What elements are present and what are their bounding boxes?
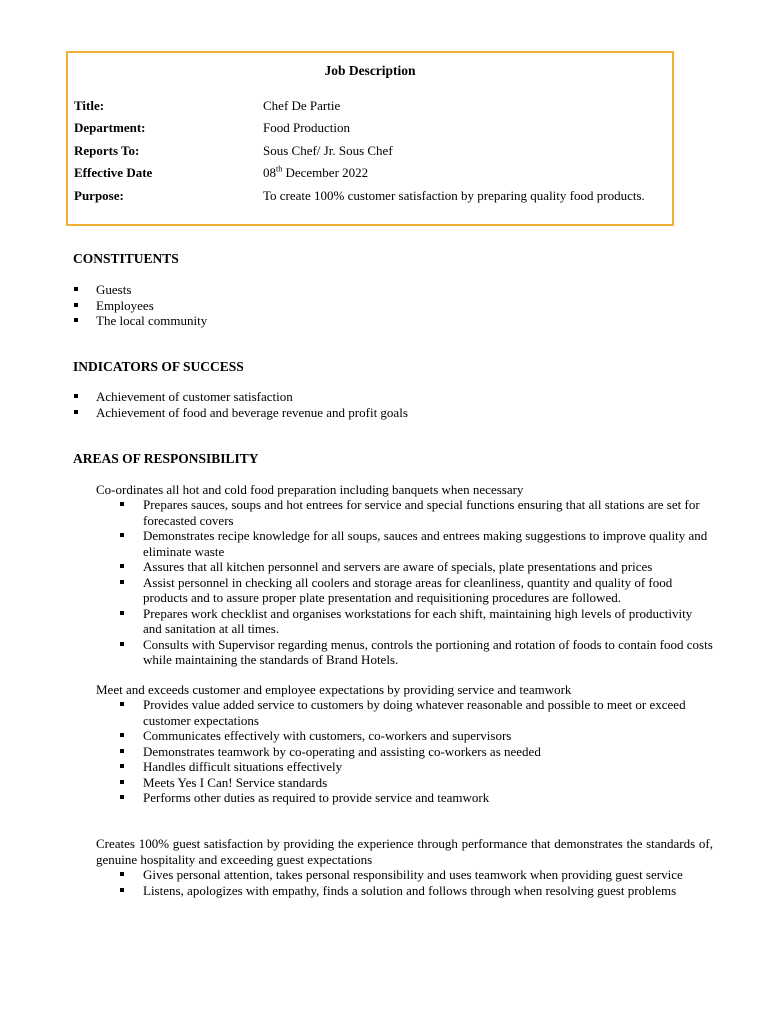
list-item: Demonstrates teamwork by co-operating and assisting co-workers as needed xyxy=(119,744,713,760)
reports-to-label: Reports To: xyxy=(74,143,140,158)
list-item: Handles difficult situations effectively xyxy=(119,759,713,775)
constituents-list xyxy=(73,282,207,329)
list-item: Consults with Supervisor regarding menus, controls the portioning and rotation of foods to contain food costs while maintaining the standards of Brand Hotels. xyxy=(119,637,713,668)
list-item: Achievement of customer satisfaction xyxy=(73,389,408,405)
department-value: Food Production xyxy=(263,120,351,135)
list-item: Assures that all kitchen personnel and servers are aware of specials, plate presentations and prices xyxy=(119,559,713,575)
box-title: Job Description xyxy=(324,63,416,78)
purpose-value: To create 100% customer satisfaction by preparing quality food products. xyxy=(263,188,645,203)
title-value: Chef De Partie xyxy=(263,98,341,113)
list-item: Performs other duties as required to provide service and teamwork xyxy=(119,790,713,806)
indicators-list xyxy=(73,389,408,420)
list-item: Assist personnel in checking all coolers and storage areas for cleanliness, quantity and quality of food products and to assure proper plate presentation and requisitioning procedures are followed. xyxy=(119,575,713,606)
indicators-heading: INDICATORS OF SUCCESS xyxy=(73,359,244,374)
list-item: Employees xyxy=(73,298,207,314)
constituents-heading: CONSTITUENTS xyxy=(73,251,179,266)
list-item: Achievement of food and beverage revenue and profit goals xyxy=(73,405,408,421)
effective-date-label: Effective Date xyxy=(74,165,153,180)
list-item: Prepares sauces, soups and hot entrees for service and special functions ensuring that all stations are set for forecasted covers xyxy=(119,497,713,528)
list-item: Gives personal attention, takes personal responsibility and uses teamwork when providing guest service xyxy=(119,867,713,883)
section-3-intro: Creates 100% guest satisfaction by providing the experience through performance that demonstrates the standards of, genuine hospitality and exceeding guest expectations xyxy=(96,836,713,867)
areas-heading: AREAS OF RESPONSIBILITY xyxy=(73,451,259,466)
section-1-intro: Co-ordinates all hot and cold food preparation including banquets when necessary xyxy=(96,482,524,497)
effective-date-value: 08th December 2022 xyxy=(263,164,369,180)
purpose-label: Purpose: xyxy=(74,188,124,203)
list-item: Provides value added service to customers by doing whatever reasonable and possible to meet or exceed customer expectations xyxy=(119,697,713,728)
list-item: Meets Yes I Can! Service standards xyxy=(119,775,713,791)
section-1-list xyxy=(119,497,713,668)
list-item: Guests xyxy=(73,282,207,298)
reports-to-value: Sous Chef/ Jr. Sous Chef xyxy=(263,143,393,158)
list-item: Communicates effectively with customers, co-workers and supervisors xyxy=(119,728,713,744)
list-item: Demonstrates recipe knowledge for all soups, sauces and entrees making suggestions to improve quality and eliminate waste xyxy=(119,528,713,559)
section-3-list xyxy=(119,867,713,898)
list-item: Listens, apologizes with empathy, finds a solution and follows through when resolving guest problems xyxy=(119,883,713,899)
section-2-intro: Meet and exceeds customer and employee expectations by providing service and teamwork xyxy=(96,682,572,697)
section-2-list xyxy=(119,697,713,806)
department-label: Department: xyxy=(74,120,146,135)
title-label: Title: xyxy=(74,98,105,113)
job-description-box xyxy=(66,51,674,226)
list-item: Prepares work checklist and organises workstations for each shift, maintaining high levels of productivity and sanitation at all times. xyxy=(119,606,713,637)
list-item: The local community xyxy=(73,313,207,329)
